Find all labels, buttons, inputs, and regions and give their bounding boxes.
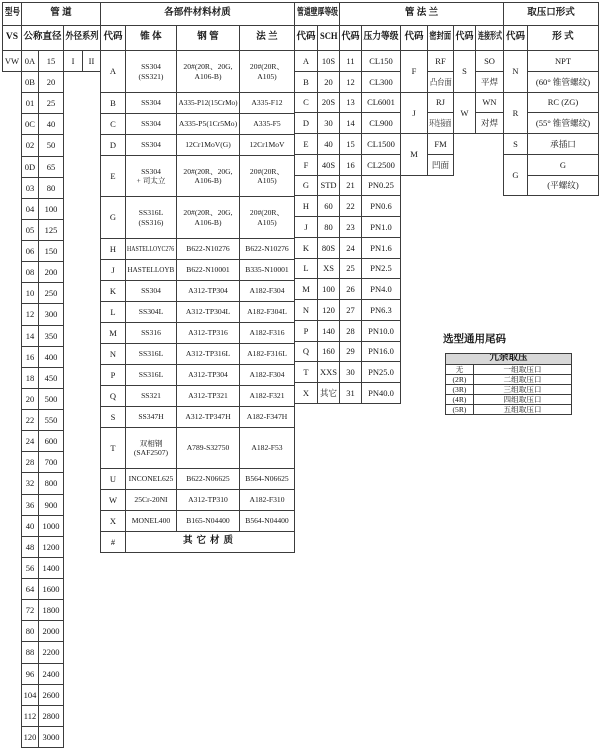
pipe-size-cell: 2600 xyxy=(38,684,64,706)
header-column-cell: 代码 xyxy=(400,25,428,51)
tail-code-cell: (4R) xyxy=(445,394,474,405)
pressure-code-cell: 26 xyxy=(339,278,362,300)
tail-code-cell: (2R) xyxy=(445,374,474,385)
pipe-size-cell: 450 xyxy=(38,367,64,389)
pipe-code-cell: 12 xyxy=(21,303,39,326)
material-steel-pipe-cell: A312-TP347H xyxy=(176,406,240,428)
pipe-code-cell: 08 xyxy=(21,261,39,283)
sch-value-cell: XXS xyxy=(317,361,340,383)
sch-code-cell: E xyxy=(294,133,318,155)
material-code-cell: # xyxy=(100,531,126,553)
pipe-code-cell: 18 xyxy=(21,367,39,389)
header-column-cell: 连接形式 xyxy=(475,25,504,51)
material-cone-cell: 双相钢 (SAF2507) xyxy=(125,427,177,469)
pipe-size-cell: 1400 xyxy=(38,557,64,579)
material-cone-cell: 25Cr-20NI xyxy=(125,489,177,511)
pipe-size-cell: 800 xyxy=(38,472,64,495)
sch-code-cell: P xyxy=(294,320,318,342)
material-cone-cell: MONEL400 xyxy=(125,510,177,532)
pipe-size-cell: 20 xyxy=(38,71,64,93)
sch-code-cell: B xyxy=(294,71,318,93)
pressure-code-cell: 13 xyxy=(339,92,362,113)
connection-form-value-cell: SO xyxy=(475,50,504,72)
tap-form-value-cell: (平螺纹) xyxy=(527,175,599,196)
material-cone-cell: SS304 xyxy=(125,280,177,302)
sch-code-cell: L xyxy=(294,258,318,279)
pipe-code-cell: 72 xyxy=(21,599,39,621)
header-column-cell: 压力等级 xyxy=(361,25,401,51)
header-column-cell: 锥 体 xyxy=(125,25,177,51)
material-cone-cell: SS316L xyxy=(125,343,177,365)
header-column-cell: 外径系列 xyxy=(63,25,101,51)
pipe-code-cell: 01 xyxy=(21,92,39,114)
material-cone-cell: SS347H xyxy=(125,406,177,428)
material-flange-cell: A182-F347H xyxy=(239,406,295,428)
material-code-cell: A xyxy=(100,50,126,93)
pipe-size-cell: 15 xyxy=(38,50,64,72)
sch-code-cell: M xyxy=(294,278,318,300)
pressure-rating-cell: PN25.0 xyxy=(361,361,401,383)
header-column-cell: SCH xyxy=(317,25,340,51)
pressure-rating-cell: PN0.25 xyxy=(361,175,401,196)
pipe-code-cell: 06 xyxy=(21,240,39,262)
header-group-cell: 型号 xyxy=(2,2,22,26)
material-cone-cell: SS316 xyxy=(125,322,177,344)
sch-value-cell: 120 xyxy=(317,299,340,321)
material-code-cell: K xyxy=(100,280,126,302)
material-cone-cell: SS304 + 司太立 xyxy=(125,155,177,197)
sch-code-cell: G xyxy=(294,175,318,196)
tail-desc-cell: 五组取压口 xyxy=(473,404,572,415)
material-flange-cell: 20#(20R、 A105) xyxy=(239,196,295,239)
pressure-rating-cell: CL150 xyxy=(361,50,401,72)
connection-form-value-cell: WN xyxy=(475,92,504,113)
pipe-code-cell: 05 xyxy=(21,219,39,241)
pipe-code-cell: 0D xyxy=(21,156,39,178)
seal-face-value-cell: 环连接面 xyxy=(427,112,454,134)
pipe-size-cell: 400 xyxy=(38,346,64,368)
pipe-code-cell: 10 xyxy=(21,282,39,304)
pipe-size-cell: 600 xyxy=(38,430,64,452)
material-cone-cell: SS321 xyxy=(125,385,177,407)
material-cone-cell: INCONEL625 xyxy=(125,468,177,490)
material-cone-cell: HASTELLOYB xyxy=(125,259,177,281)
material-flange-cell: B564-N06625 xyxy=(239,468,295,490)
material-code-cell: W xyxy=(100,489,126,511)
pipe-code-cell: 64 xyxy=(21,578,39,600)
material-steel-pipe-cell: B622-N10276 xyxy=(176,238,240,260)
sch-code-cell: C xyxy=(294,92,318,113)
pressure-rating-cell: PN10.0 xyxy=(361,320,401,342)
sch-value-cell: 30 xyxy=(317,112,340,134)
header-column-cell: 密封面 xyxy=(427,25,454,51)
pressure-code-cell: 28 xyxy=(339,320,362,342)
sch-code-cell: N xyxy=(294,299,318,321)
pipe-size-cell: 100 xyxy=(38,198,64,220)
material-flange-cell: A182-F316L xyxy=(239,343,295,365)
sch-code-cell: J xyxy=(294,216,318,238)
seal-face-value-cell: FM xyxy=(427,133,454,155)
seal-face-value-cell: RJ xyxy=(427,92,454,113)
pipe-size-cell: 550 xyxy=(38,409,64,431)
header-group-cell: 管 道 xyxy=(21,2,101,26)
pipe-size-cell: 1200 xyxy=(38,536,64,558)
pipe-size-cell: 500 xyxy=(38,388,64,410)
material-code-cell: G xyxy=(100,196,126,239)
header-column-cell: 代码 xyxy=(100,25,126,51)
tail-code-cell: 无 xyxy=(445,364,474,375)
material-code-cell: U xyxy=(100,468,126,490)
material-flange-cell: B335-N10001 xyxy=(239,259,295,281)
pressure-code-cell: 30 xyxy=(339,361,362,383)
material-steel-pipe-cell: 20#(20R、20G, A106-B) xyxy=(176,196,240,239)
sch-value-cell: 160 xyxy=(317,341,340,362)
pipe-code-cell: 0A xyxy=(21,50,39,72)
pipe-size-cell: 2200 xyxy=(38,641,64,664)
material-flange-cell: 20#(20R、 A105) xyxy=(239,50,295,93)
material-code-cell: X xyxy=(100,510,126,532)
pressure-code-cell: 14 xyxy=(339,112,362,134)
material-steel-pipe-cell: A312-TP316 xyxy=(176,322,240,344)
material-flange-cell: A182-F321 xyxy=(239,385,295,407)
pressure-code-cell: 22 xyxy=(339,195,362,217)
pipe-code-cell: 16 xyxy=(21,346,39,368)
sch-value-cell: STD xyxy=(317,175,340,196)
tap-form-value-cell: NPT xyxy=(527,50,599,72)
sch-code-cell: D xyxy=(294,112,318,134)
pipe-size-cell: 700 xyxy=(38,451,64,473)
material-flange-cell: A182-F53 xyxy=(239,427,295,469)
pipe-code-cell: 03 xyxy=(21,177,39,199)
pipe-code-cell: 112 xyxy=(21,705,39,727)
material-steel-pipe-cell: A312-TP304 xyxy=(176,364,240,386)
material-flange-cell: B622-N10276 xyxy=(239,238,295,260)
pressure-code-cell: 27 xyxy=(339,299,362,321)
tail-desc-cell: 二组取压口 xyxy=(473,374,572,385)
material-code-cell: H xyxy=(100,238,126,260)
pipe-code-cell: 40 xyxy=(21,515,39,537)
material-steel-pipe-cell: B622-N06625 xyxy=(176,468,240,490)
material-code-cell: D xyxy=(100,134,126,156)
pressure-rating-cell: CL1500 xyxy=(361,133,401,155)
material-steel-pipe-cell: A335-P5(1Cr5Mo) xyxy=(176,113,240,135)
header-column-cell: 公称直径 xyxy=(21,25,64,51)
material-steel-pipe-cell: A312-TP304 xyxy=(176,280,240,302)
material-steel-pipe-cell: A335-P12(15CrMo) xyxy=(176,92,240,114)
sch-value-cell: 100 xyxy=(317,278,340,300)
pipe-size-cell: 125 xyxy=(38,219,64,241)
pipe-code-cell: 96 xyxy=(21,663,39,685)
pressure-code-cell: 15 xyxy=(339,133,362,155)
pipe-size-cell: 300 xyxy=(38,303,64,326)
pipe-code-cell: 0C xyxy=(21,113,39,135)
pipe-size-cell: 2400 xyxy=(38,663,64,685)
header-column-cell: 代码 xyxy=(453,25,476,51)
pipe-code-cell: 36 xyxy=(21,494,39,516)
header-group-cell: 管 法 兰 xyxy=(339,2,504,26)
pressure-code-cell: 24 xyxy=(339,237,362,259)
tap-form-code-cell: R xyxy=(503,92,528,134)
sch-code-cell: K xyxy=(294,237,318,259)
pipe-size-cell: 150 xyxy=(38,240,64,262)
sch-value-cell: 10S xyxy=(317,50,340,72)
material-steel-pipe-cell: 20#(20R、20G, A106-B) xyxy=(176,155,240,197)
seal-face-code-cell: M xyxy=(400,133,428,176)
material-cone-cell: SS304 (SS321) xyxy=(125,50,177,93)
material-code-cell: Q xyxy=(100,385,126,407)
connection-form-code-cell: S xyxy=(453,50,476,93)
tap-form-code-cell: S xyxy=(503,133,528,155)
material-code-cell: B xyxy=(100,92,126,114)
material-code-cell: P xyxy=(100,364,126,386)
pressure-rating-cell: PN6.3 xyxy=(361,299,401,321)
material-code-cell: S xyxy=(100,406,126,428)
tail-desc-cell: 四组取压口 xyxy=(473,394,572,405)
pipe-code-cell: 88 xyxy=(21,641,39,664)
material-cone-cell: SS304 xyxy=(125,92,177,114)
pressure-rating-cell: PN40.0 xyxy=(361,382,401,404)
material-code-cell: E xyxy=(100,155,126,197)
material-flange-cell: A182-F310 xyxy=(239,489,295,511)
pipe-code-cell: 02 xyxy=(21,134,39,157)
pipe-code-cell: 28 xyxy=(21,451,39,473)
pressure-code-cell: 31 xyxy=(339,382,362,404)
pipe-size-cell: 1600 xyxy=(38,578,64,600)
sch-code-cell: H xyxy=(294,195,318,217)
material-cone-cell: SS304 xyxy=(125,113,177,135)
material-steel-pipe-cell: A789-S32750 xyxy=(176,427,240,469)
material-steel-pipe-cell: A312-TP304L xyxy=(176,301,240,323)
pressure-code-cell: 12 xyxy=(339,71,362,93)
pipe-code-cell: 48 xyxy=(21,536,39,558)
seal-face-code-cell: F xyxy=(400,50,428,93)
tap-form-value-cell: (60° 锥管螺纹) xyxy=(527,71,599,93)
connection-form-value-cell: 平焊 xyxy=(475,71,504,93)
sch-value-cell: 20 xyxy=(317,71,340,93)
pipe-code-cell: 120 xyxy=(21,726,39,748)
material-code-cell: L xyxy=(100,301,126,323)
tail-codes-title: 选型通用尾码 xyxy=(443,334,506,345)
sch-value-cell: 20S xyxy=(317,92,340,113)
pipe-size-cell: 350 xyxy=(38,325,64,347)
tail-desc-cell: 一组取压口 xyxy=(473,364,572,375)
pipe-code-cell: 14 xyxy=(21,325,39,347)
sch-value-cell: 80 xyxy=(317,216,340,238)
pressure-rating-cell: CL6001 xyxy=(361,92,401,113)
tap-form-value-cell: (55° 锥管螺纹) xyxy=(527,112,599,134)
pipe-size-cell: 200 xyxy=(38,261,64,283)
pressure-code-cell: 29 xyxy=(339,341,362,362)
header-column-cell: VS xyxy=(2,25,22,51)
pipe-code-cell: 0B xyxy=(21,71,39,93)
seal-face-value-cell: RF xyxy=(427,50,454,72)
seal-face-value-cell: 凹面 xyxy=(427,154,454,176)
sch-value-cell: 60 xyxy=(317,195,340,217)
connection-form-code-cell: W xyxy=(453,92,476,134)
header-column-cell: 钢 管 xyxy=(176,25,240,51)
material-other-cell: 其它材质 xyxy=(125,531,295,553)
tap-form-value-cell: G xyxy=(527,154,599,176)
tap-form-value-cell: 承插口 xyxy=(527,133,599,155)
pressure-rating-cell: PN16.0 xyxy=(361,341,401,362)
pipe-size-cell: 65 xyxy=(38,156,64,178)
pipe-size-cell: 2800 xyxy=(38,705,64,727)
header-group-cell: 取压口形式 xyxy=(503,2,599,26)
tail-code-cell: (3R) xyxy=(445,384,474,395)
material-code-cell: T xyxy=(100,427,126,469)
tail-code-cell: (5R) xyxy=(445,404,474,415)
material-steel-pipe-cell: A312-TP316L xyxy=(176,343,240,365)
pipe-size-cell: 25 xyxy=(38,92,64,114)
pipe-size-cell: 250 xyxy=(38,282,64,304)
pipe-code-cell: 24 xyxy=(21,430,39,452)
material-cone-cell: HASTELLOYC276 xyxy=(125,238,177,260)
tail-header-cell: 冗余取压 xyxy=(445,353,572,365)
pressure-rating-cell: PN1.0 xyxy=(361,216,401,238)
material-steel-pipe-cell: A312-TP321 xyxy=(176,385,240,407)
header-group-cell: 各部件材料材质 xyxy=(100,2,295,26)
sch-code-cell: X xyxy=(294,382,318,404)
seal-face-code-cell: J xyxy=(400,92,428,134)
material-flange-cell: A335-F5 xyxy=(239,113,295,135)
pressure-rating-cell: PN4.0 xyxy=(361,278,401,300)
material-code-cell: J xyxy=(100,259,126,281)
model-code-cell: VW xyxy=(2,50,22,72)
pressure-code-cell: 21 xyxy=(339,175,362,196)
pipe-size-cell: 900 xyxy=(38,494,64,516)
pressure-rating-cell: CL300 xyxy=(361,71,401,93)
pressure-code-cell: 16 xyxy=(339,154,362,176)
sch-value-cell: 140 xyxy=(317,320,340,342)
series-1-cell: I xyxy=(63,50,83,72)
material-steel-pipe-cell: B622-N10001 xyxy=(176,259,240,281)
tap-form-code-cell: G xyxy=(503,154,528,196)
sch-value-cell: 其它 xyxy=(317,382,340,404)
header-column-cell: 代码 xyxy=(294,25,318,51)
material-flange-cell: A335-F12 xyxy=(239,92,295,114)
pressure-code-cell: 25 xyxy=(339,258,362,279)
pipe-code-cell: 32 xyxy=(21,472,39,495)
tap-form-value-cell: RC (ZG) xyxy=(527,92,599,113)
pipe-size-cell: 80 xyxy=(38,177,64,199)
pipe-size-cell: 50 xyxy=(38,134,64,157)
pipe-size-cell: 1800 xyxy=(38,599,64,621)
material-flange-cell: A182-F304 xyxy=(239,364,295,386)
pressure-rating-cell: PN2.5 xyxy=(361,258,401,279)
pressure-rating-cell: CL2500 xyxy=(361,154,401,176)
header-column-cell: 形 式 xyxy=(527,25,599,51)
sch-code-cell: A xyxy=(294,50,318,72)
sch-value-cell: 80S xyxy=(317,237,340,259)
pipe-code-cell: 04 xyxy=(21,198,39,220)
material-code-cell: C xyxy=(100,113,126,135)
pressure-code-cell: 11 xyxy=(339,50,362,72)
header-column-cell: 法 兰 xyxy=(239,25,295,51)
sch-value-cell: XS xyxy=(317,258,340,279)
material-cone-cell: SS316L (SS316) xyxy=(125,196,177,239)
sch-code-cell: T xyxy=(294,361,318,383)
material-flange-cell: 12Cr1MoV xyxy=(239,134,295,156)
pipe-code-cell: 22 xyxy=(21,409,39,431)
tap-form-code-cell: N xyxy=(503,50,528,93)
header-group-cell: 管道壁厚等级 xyxy=(294,2,340,26)
material-flange-cell: A182-F316 xyxy=(239,322,295,344)
sch-code-cell: F xyxy=(294,154,318,176)
material-cone-cell: SS304L xyxy=(125,301,177,323)
material-steel-pipe-cell: 20#(20R、20G, A106-B) xyxy=(176,50,240,93)
material-flange-cell: A182-F304 xyxy=(239,280,295,302)
pipe-code-cell: 56 xyxy=(21,557,39,579)
pipe-size-cell: 3000 xyxy=(38,726,64,748)
material-code-cell: N xyxy=(100,343,126,365)
pressure-rating-cell: CL900 xyxy=(361,112,401,134)
pipe-code-cell: 104 xyxy=(21,684,39,706)
pipe-size-cell: 2000 xyxy=(38,620,64,642)
series-2-cell: II xyxy=(82,50,101,72)
connection-form-value-cell: 对焊 xyxy=(475,112,504,134)
material-flange-cell: 20#(20R、 A105) xyxy=(239,155,295,197)
material-code-cell: M xyxy=(100,322,126,344)
seal-face-value-cell: 凸台面 xyxy=(427,71,454,93)
material-flange-cell: A182-F304L xyxy=(239,301,295,323)
pipe-size-cell: 40 xyxy=(38,113,64,135)
material-steel-pipe-cell: 12Cr1MoV(G) xyxy=(176,134,240,156)
material-cone-cell: SS304 xyxy=(125,134,177,156)
sch-value-cell: 40S xyxy=(317,154,340,176)
pipe-size-cell: 1000 xyxy=(38,515,64,537)
tail-desc-cell: 三组取压口 xyxy=(473,384,572,395)
material-steel-pipe-cell: B165-N04400 xyxy=(176,510,240,532)
sch-value-cell: 40 xyxy=(317,133,340,155)
pressure-rating-cell: PN1.6 xyxy=(361,237,401,259)
pressure-rating-cell: PN0.6 xyxy=(361,195,401,217)
pipe-code-cell: 80 xyxy=(21,620,39,642)
header-column-cell: 代码 xyxy=(339,25,362,51)
sch-code-cell: Q xyxy=(294,341,318,362)
material-cone-cell: SS316L xyxy=(125,364,177,386)
pipe-code-cell: 20 xyxy=(21,388,39,410)
material-flange-cell: B564-N04400 xyxy=(239,510,295,532)
header-column-cell: 代码 xyxy=(503,25,528,51)
pressure-code-cell: 23 xyxy=(339,216,362,238)
material-steel-pipe-cell: A312-TP310 xyxy=(176,489,240,511)
